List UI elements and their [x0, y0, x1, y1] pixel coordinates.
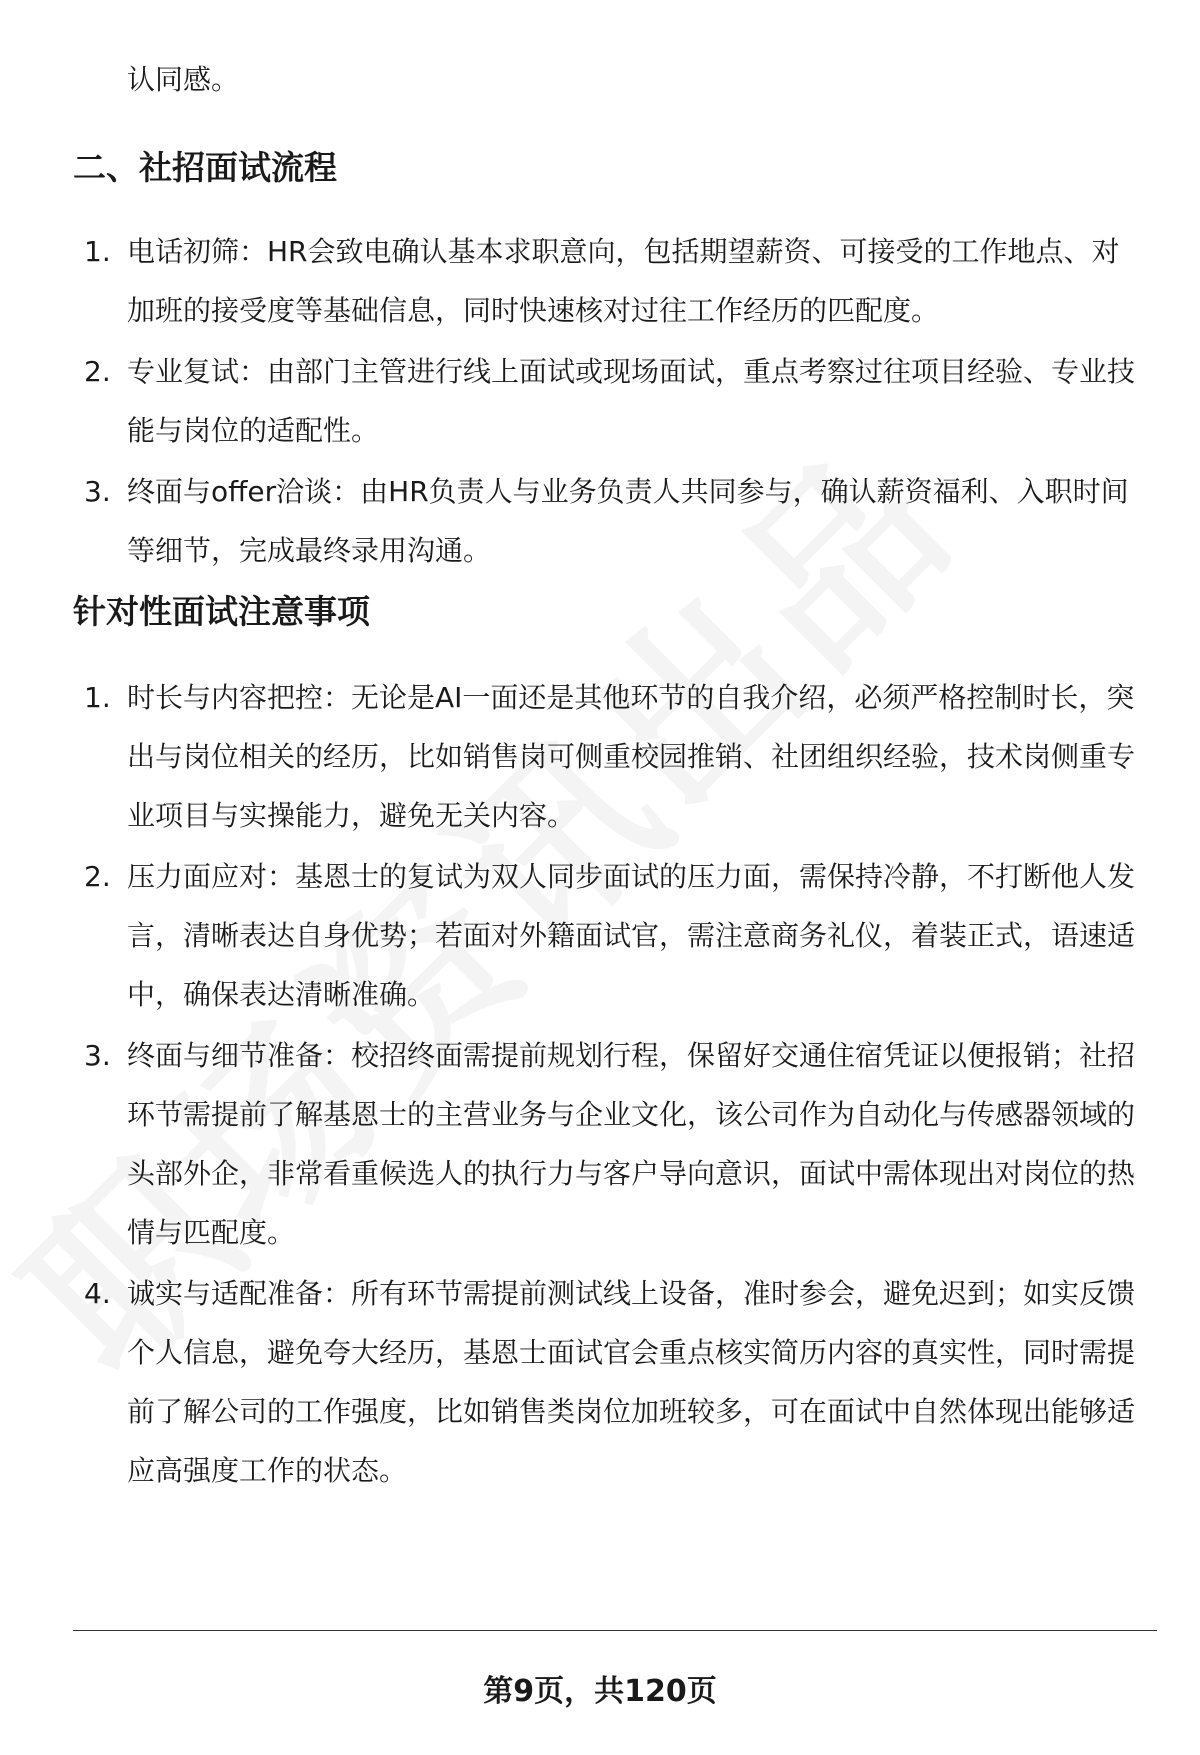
list-item-text: 电话初筛：HR会致电确认基本求职意向，包括期望薪资、可接受的工作地点、对加班的接受度等基础信息，同时快速核对过往工作经历的匹配度。 [127, 235, 1120, 327]
list-item-number: 4. [84, 1277, 111, 1310]
list-item-number: 1. [84, 681, 111, 714]
list-item-number: 3. [84, 475, 111, 508]
list-item-text: 终面与offer洽谈：由HR负责人与业务负责人共同参与，确认薪资福利、入职时间等细节，完成最终录用沟通。 [127, 475, 1129, 567]
list-item-text: 专业复试：由部门主管进行线上面试或现场面试，重点考察过往项目经验、专业技能与岗位的适配性。 [127, 355, 1136, 447]
list-item [0, 1026, 1200, 1262]
list-item [0, 1264, 1200, 1500]
list-item [0, 847, 1200, 1024]
list-item-text: 时长与内容把控：无论是AI一面还是其他环节的自我介绍，必须严格控制时长，突出与岗位相关的经历，比如销售岗可侧重校园推销、社团组织经验，技术岗侧重专业项目与实操能力，避免无关内容。 [127, 681, 1136, 832]
list-item [0, 222, 1200, 340]
social-recruitment-steps-list [0, 222, 1200, 582]
section-heading-interview-notes: 针对性面试注意事项 [73, 592, 370, 631]
interview-notes-list [0, 668, 1200, 1502]
list-item-number: 1. [84, 235, 111, 268]
list-item-text: 压力面应对：基恩士的复试为双人同步面试的压力面，需保持冷静，不打断他人发言，清晰表达自身优势；若面对外籍面试官，需注意商务礼仪，着装正式，语速适中，确保表达清晰准确。 [127, 860, 1136, 1011]
page-number: 第9页，共120页 [483, 1674, 717, 1709]
list-item [0, 462, 1200, 580]
list-item [0, 668, 1200, 845]
section-heading-social-recruitment: 二、社招面试流程 [73, 148, 337, 187]
list-item-number: 2. [84, 860, 111, 893]
list-item [0, 342, 1200, 460]
list-item-text: 诚实与适配准备：所有环节需提前测试线上设备，准时参会，避免迟到；如实反馈个人信息，避免夸大经历，基恩士面试官会重点核实简历内容的真实性，同时需提前了解公司的工作强度，比如销售类岗位加班较多，可在面试中自然体现出能够适应高强度工作的状态。 [127, 1277, 1136, 1487]
list-item-text: 终面与细节准备：校招终面需提前规划行程，保留好交通住宿凭证以便报销；社招环节需提前了解基恩士的主营业务与企业文化，该公司作为自动化与传感器领域的头部外企，非常看重候选人的执行力与客户导向意识，面试中需体现出对岗位的热情与匹配度。 [127, 1039, 1136, 1249]
footer-divider [73, 1630, 1157, 1631]
list-item-number: 3. [84, 1039, 111, 1072]
list-item-number: 2. [84, 355, 111, 388]
intro-paragraph-tail: 认同感。 [127, 63, 240, 96]
